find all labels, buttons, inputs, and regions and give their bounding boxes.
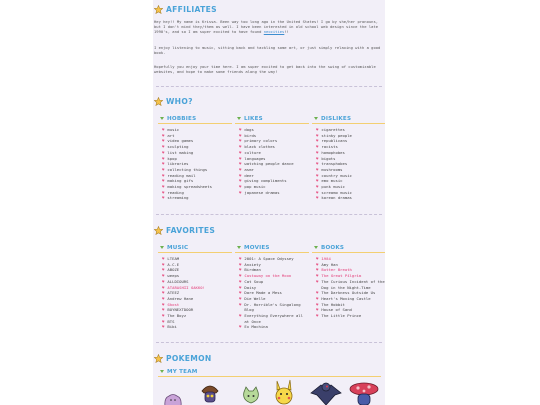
list-item xyxy=(316,195,385,201)
heart-icon: ♥ xyxy=(162,189,165,195)
item-text: stinky people xyxy=(321,132,352,138)
heart-icon: ♥ xyxy=(239,301,242,307)
item-text: collecting things xyxy=(167,166,208,172)
item-text: Birdman xyxy=(244,267,261,273)
column-header xyxy=(158,244,232,253)
item-list xyxy=(312,127,385,201)
heart-icon: ♥ xyxy=(239,144,242,150)
item-text: mushrooms xyxy=(321,166,343,172)
item-text: pop music xyxy=(244,184,266,190)
column-label: DISLIKES xyxy=(321,115,352,122)
item-text: making gifs xyxy=(167,178,194,184)
favorites-column-music xyxy=(158,244,232,330)
section-divider xyxy=(156,86,382,87)
item-text: dogs xyxy=(244,127,254,132)
intro-text: Hey hey!! My name is Krissa. Been way too long ago in the United States! I go by she/her pronouns, but I don't mind they/them as well. I have been interested in old school web design since the late 1990's, and so I am super excited to have found xyxy=(154,19,379,34)
item-list xyxy=(235,127,309,195)
item-text: video games xyxy=(167,138,194,144)
item-text: reading mail xyxy=(167,172,196,178)
item-text: korean dramas xyxy=(321,195,352,201)
my-team-header xyxy=(158,368,381,377)
item-text: culture xyxy=(244,149,261,155)
item-text: black clothes xyxy=(244,144,275,150)
list-item xyxy=(162,195,232,201)
item-text: bigots xyxy=(321,155,336,161)
corviknight-icon xyxy=(309,379,343,405)
heart-icon: ♥ xyxy=(316,313,319,319)
item-text: making spreadsheets xyxy=(167,184,212,190)
star-icon xyxy=(154,354,163,363)
star-icon xyxy=(154,5,163,14)
item-text: ALLDIOURS xyxy=(167,278,189,284)
heart-icon: ♥ xyxy=(316,138,319,144)
ditto-icon xyxy=(163,390,183,405)
my-team-label: MY TEAM xyxy=(167,368,198,375)
item-text: giving compliments xyxy=(244,178,287,184)
heart-icon: ♥ xyxy=(316,155,319,161)
item-text: The Curious Incident of the Dog in the Night-Time xyxy=(321,278,385,290)
hobby-paragraph: I enjoy listening to music, sitting back and tackling some art, or just simply relaxing with a good book. xyxy=(154,45,381,55)
welcome-paragraph: Hopefully you enjoy your time here. I am super excited to get back into the swing of customizable websites, and hope to make some friends along the way! xyxy=(154,64,376,74)
favorites-column-movies xyxy=(235,244,309,330)
heart-icon: ♥ xyxy=(239,313,242,319)
item-text: The Great Pilgrim xyxy=(321,273,362,279)
item-list xyxy=(235,256,309,330)
item-text: primary colors xyxy=(244,138,278,144)
item-text: sculpting xyxy=(167,144,189,150)
heart-icon: ♥ xyxy=(162,172,165,178)
item-text: languages xyxy=(244,155,266,161)
item-text: Everything Everywhere all at Once xyxy=(244,313,303,324)
column-header xyxy=(158,115,232,124)
triangle-icon xyxy=(237,117,241,120)
heart-icon: ♥ xyxy=(162,138,165,144)
item-text: libraries xyxy=(167,161,189,167)
heart-icon: ♥ xyxy=(239,161,242,167)
heart-icon: ♥ xyxy=(162,149,165,155)
heart-icon: ♥ xyxy=(162,161,165,167)
heart-icon: ♥ xyxy=(239,127,242,132)
heart-icon: ♥ xyxy=(316,144,319,150)
item-text: Castaway on the Moon xyxy=(244,273,292,279)
who-column-dislikes xyxy=(312,115,385,201)
item-text: Amy Han xyxy=(321,261,338,267)
heart-icon: ♥ xyxy=(162,307,165,313)
item-text: country music xyxy=(321,172,352,178)
item-text: birds xyxy=(244,132,257,138)
heart-icon: ♥ xyxy=(239,267,242,273)
heart-icon: ♥ xyxy=(316,267,319,273)
item-text: japanese dramas xyxy=(244,189,280,195)
item-text: racists xyxy=(321,144,338,150)
who-heading xyxy=(154,95,193,107)
heart-icon: ♥ xyxy=(239,138,242,144)
item-text: Dr. Horrible's Singalong Blog xyxy=(244,301,301,313)
heart-icon: ♥ xyxy=(316,256,319,261)
item-text: Ghost xyxy=(167,301,180,307)
heart-icon: ♥ xyxy=(162,166,165,172)
item-text: Ex Machina xyxy=(244,324,268,330)
heart-icon: ♥ xyxy=(162,295,165,301)
heart-icon: ♥ xyxy=(316,195,319,201)
triangle-icon xyxy=(160,246,164,249)
heart-icon: ♥ xyxy=(239,132,242,138)
item-text: ATARASHII GAKKO! xyxy=(167,284,205,290)
item-text: watching people dance xyxy=(244,161,294,167)
item-list xyxy=(158,256,232,330)
item-text: reading xyxy=(167,189,184,195)
heart-icon: ♥ xyxy=(239,172,242,178)
heart-icon: ♥ xyxy=(239,290,242,296)
item-text: music xyxy=(167,127,180,132)
heart-icon: ♥ xyxy=(316,301,319,307)
item-list xyxy=(312,256,385,319)
heart-icon: ♥ xyxy=(316,172,319,178)
heart-icon: ♥ xyxy=(239,155,242,161)
heart-icon: ♥ xyxy=(162,318,165,324)
heart-icon: ♥ xyxy=(239,284,242,290)
item-text: Anxiety xyxy=(244,261,261,267)
heart-icon: ♥ xyxy=(162,324,165,330)
content-panel xyxy=(153,0,385,405)
heart-icon: ♥ xyxy=(316,307,319,313)
triangle-icon xyxy=(314,246,318,249)
heart-icon: ♥ xyxy=(239,178,242,184)
column-header xyxy=(312,115,385,124)
item-text: punk music xyxy=(321,184,345,190)
item-text: The Hobbit xyxy=(321,301,345,307)
sprigatito-icon xyxy=(241,386,261,405)
item-text: Cat Soup xyxy=(244,278,264,284)
heart-icon: ♥ xyxy=(162,267,165,273)
heart-icon: ♥ xyxy=(316,178,319,184)
item-text: The Little Prince xyxy=(321,313,362,319)
item-text: streaming xyxy=(167,195,189,201)
heart-icon: ♥ xyxy=(239,189,242,195)
column-label: LIKES xyxy=(244,115,263,122)
vileplume-icon xyxy=(349,382,379,405)
heart-icon: ♥ xyxy=(316,273,319,279)
section-divider xyxy=(156,342,382,343)
item-text: House of Sand xyxy=(321,307,352,313)
heart-icon: ♥ xyxy=(316,295,319,301)
heart-icon: ♥ xyxy=(162,155,165,161)
item-text: 2001: A Space Odyssey xyxy=(244,256,294,261)
item-list xyxy=(158,127,232,201)
item-text: list making xyxy=(167,149,194,155)
item-text: weeps xyxy=(167,273,180,279)
section-divider xyxy=(156,214,382,215)
heart-icon: ♥ xyxy=(316,278,319,284)
heart-icon: ♥ xyxy=(162,195,165,201)
heart-icon: ♥ xyxy=(162,178,165,184)
favorites-heading xyxy=(154,224,215,236)
favorites-column-books xyxy=(312,244,385,319)
list-item xyxy=(239,313,309,324)
column-label: HOBBIES xyxy=(167,115,197,122)
heart-icon: ♥ xyxy=(162,132,165,138)
list-item xyxy=(239,324,309,330)
heart-icon: ♥ xyxy=(239,261,242,267)
heart-icon: ♥ xyxy=(316,166,319,172)
heart-icon: ♥ xyxy=(162,256,165,261)
item-text: The Darkness Outside Us xyxy=(321,290,376,296)
who-column-hobbies xyxy=(158,115,232,201)
heart-icon: ♥ xyxy=(162,184,165,190)
item-text: Bibi xyxy=(167,324,177,330)
item-text: emo music xyxy=(321,178,343,184)
heart-icon: ♥ xyxy=(316,189,319,195)
column-label: MUSIC xyxy=(167,244,189,251)
triangle-icon xyxy=(160,370,164,373)
item-text: republicans xyxy=(321,138,348,144)
heart-icon: ♥ xyxy=(239,166,242,172)
intro-paragraph xyxy=(154,19,384,34)
item-text: Andrew Hane xyxy=(167,295,194,301)
heart-icon: ♥ xyxy=(239,273,242,279)
column-label: MOVIES xyxy=(244,244,270,251)
heart-icon: ♥ xyxy=(162,273,165,279)
item-text: BOYNEXTDOOR xyxy=(167,307,194,313)
heart-icon: ♥ xyxy=(239,324,242,330)
heart-icon: ♥ xyxy=(162,261,165,267)
item-text: transphobes xyxy=(321,161,348,167)
item-text: Die Welle xyxy=(244,295,266,301)
item-text: homophobes xyxy=(321,149,345,155)
heart-icon: ♥ xyxy=(316,132,319,138)
star-icon xyxy=(154,97,163,106)
who-title: WHO? xyxy=(166,96,193,106)
column-header xyxy=(235,244,309,253)
list-item xyxy=(239,190,309,196)
heart-icon: ♥ xyxy=(162,301,165,307)
sableye-icon xyxy=(198,381,222,405)
heart-icon: ♥ xyxy=(239,184,242,190)
item-text: screamo music xyxy=(321,189,352,195)
heart-icon: ♥ xyxy=(162,127,165,132)
column-header xyxy=(235,115,309,124)
triangle-icon xyxy=(237,246,241,249)
heart-icon: ♥ xyxy=(162,144,165,150)
heart-icon: ♥ xyxy=(239,278,242,284)
heart-icon: ♥ xyxy=(239,256,242,261)
item-text: LTEAM xyxy=(167,256,180,261)
item-text: 1984 xyxy=(321,256,331,261)
heart-icon: ♥ xyxy=(316,290,319,296)
item-text: A.C.E xyxy=(167,261,180,267)
pikachu-icon xyxy=(271,379,297,405)
column-header xyxy=(312,244,385,253)
heart-icon: ♥ xyxy=(316,127,319,132)
intro-end: !! xyxy=(284,29,289,34)
heart-icon: ♥ xyxy=(316,149,319,155)
heart-icon: ♥ xyxy=(316,161,319,167)
item-text: Daisy xyxy=(244,284,257,290)
heart-icon: ♥ xyxy=(162,290,165,296)
item-text: art xyxy=(167,132,175,138)
item-text: The Boyz xyxy=(167,313,187,319)
item-text: ABOZE xyxy=(167,267,180,273)
pokemon-heading xyxy=(154,352,212,364)
heart-icon: ♥ xyxy=(162,284,165,290)
item-text: asmr xyxy=(244,166,254,172)
heart-icon: ♥ xyxy=(316,261,319,267)
list-item xyxy=(316,313,385,319)
item-text: Butter Breath xyxy=(321,267,352,273)
heart-icon: ♥ xyxy=(239,295,242,301)
list-item xyxy=(162,324,232,330)
who-column-likes xyxy=(235,115,309,195)
item-text: cigarettes xyxy=(321,127,345,132)
heart-icon: ♥ xyxy=(162,278,165,284)
neocities-link[interactable]: neocities xyxy=(263,29,285,34)
list-item xyxy=(316,279,385,290)
heart-icon: ♥ xyxy=(239,149,242,155)
heart-icon: ♥ xyxy=(316,184,319,190)
column-label: BOOKS xyxy=(321,244,345,251)
item-text: BTS xyxy=(167,318,175,324)
item-text: kpop xyxy=(167,155,177,161)
affiliates-heading xyxy=(154,3,217,15)
triangle-icon xyxy=(160,117,164,120)
affiliates-title: AFFILIATES xyxy=(166,4,217,14)
star-icon xyxy=(154,226,163,235)
item-text: Dare Made a Mess xyxy=(244,290,282,296)
item-text: ATEEZ xyxy=(167,290,180,296)
pokemon-title: POKEMON xyxy=(166,353,212,363)
list-item xyxy=(239,302,309,313)
favorites-title: FAVORITES xyxy=(166,225,216,235)
item-text: Heart's Moving Castle xyxy=(321,295,371,301)
item-text: deer xyxy=(244,172,254,178)
triangle-icon xyxy=(314,117,318,120)
heart-icon: ♥ xyxy=(162,313,165,319)
